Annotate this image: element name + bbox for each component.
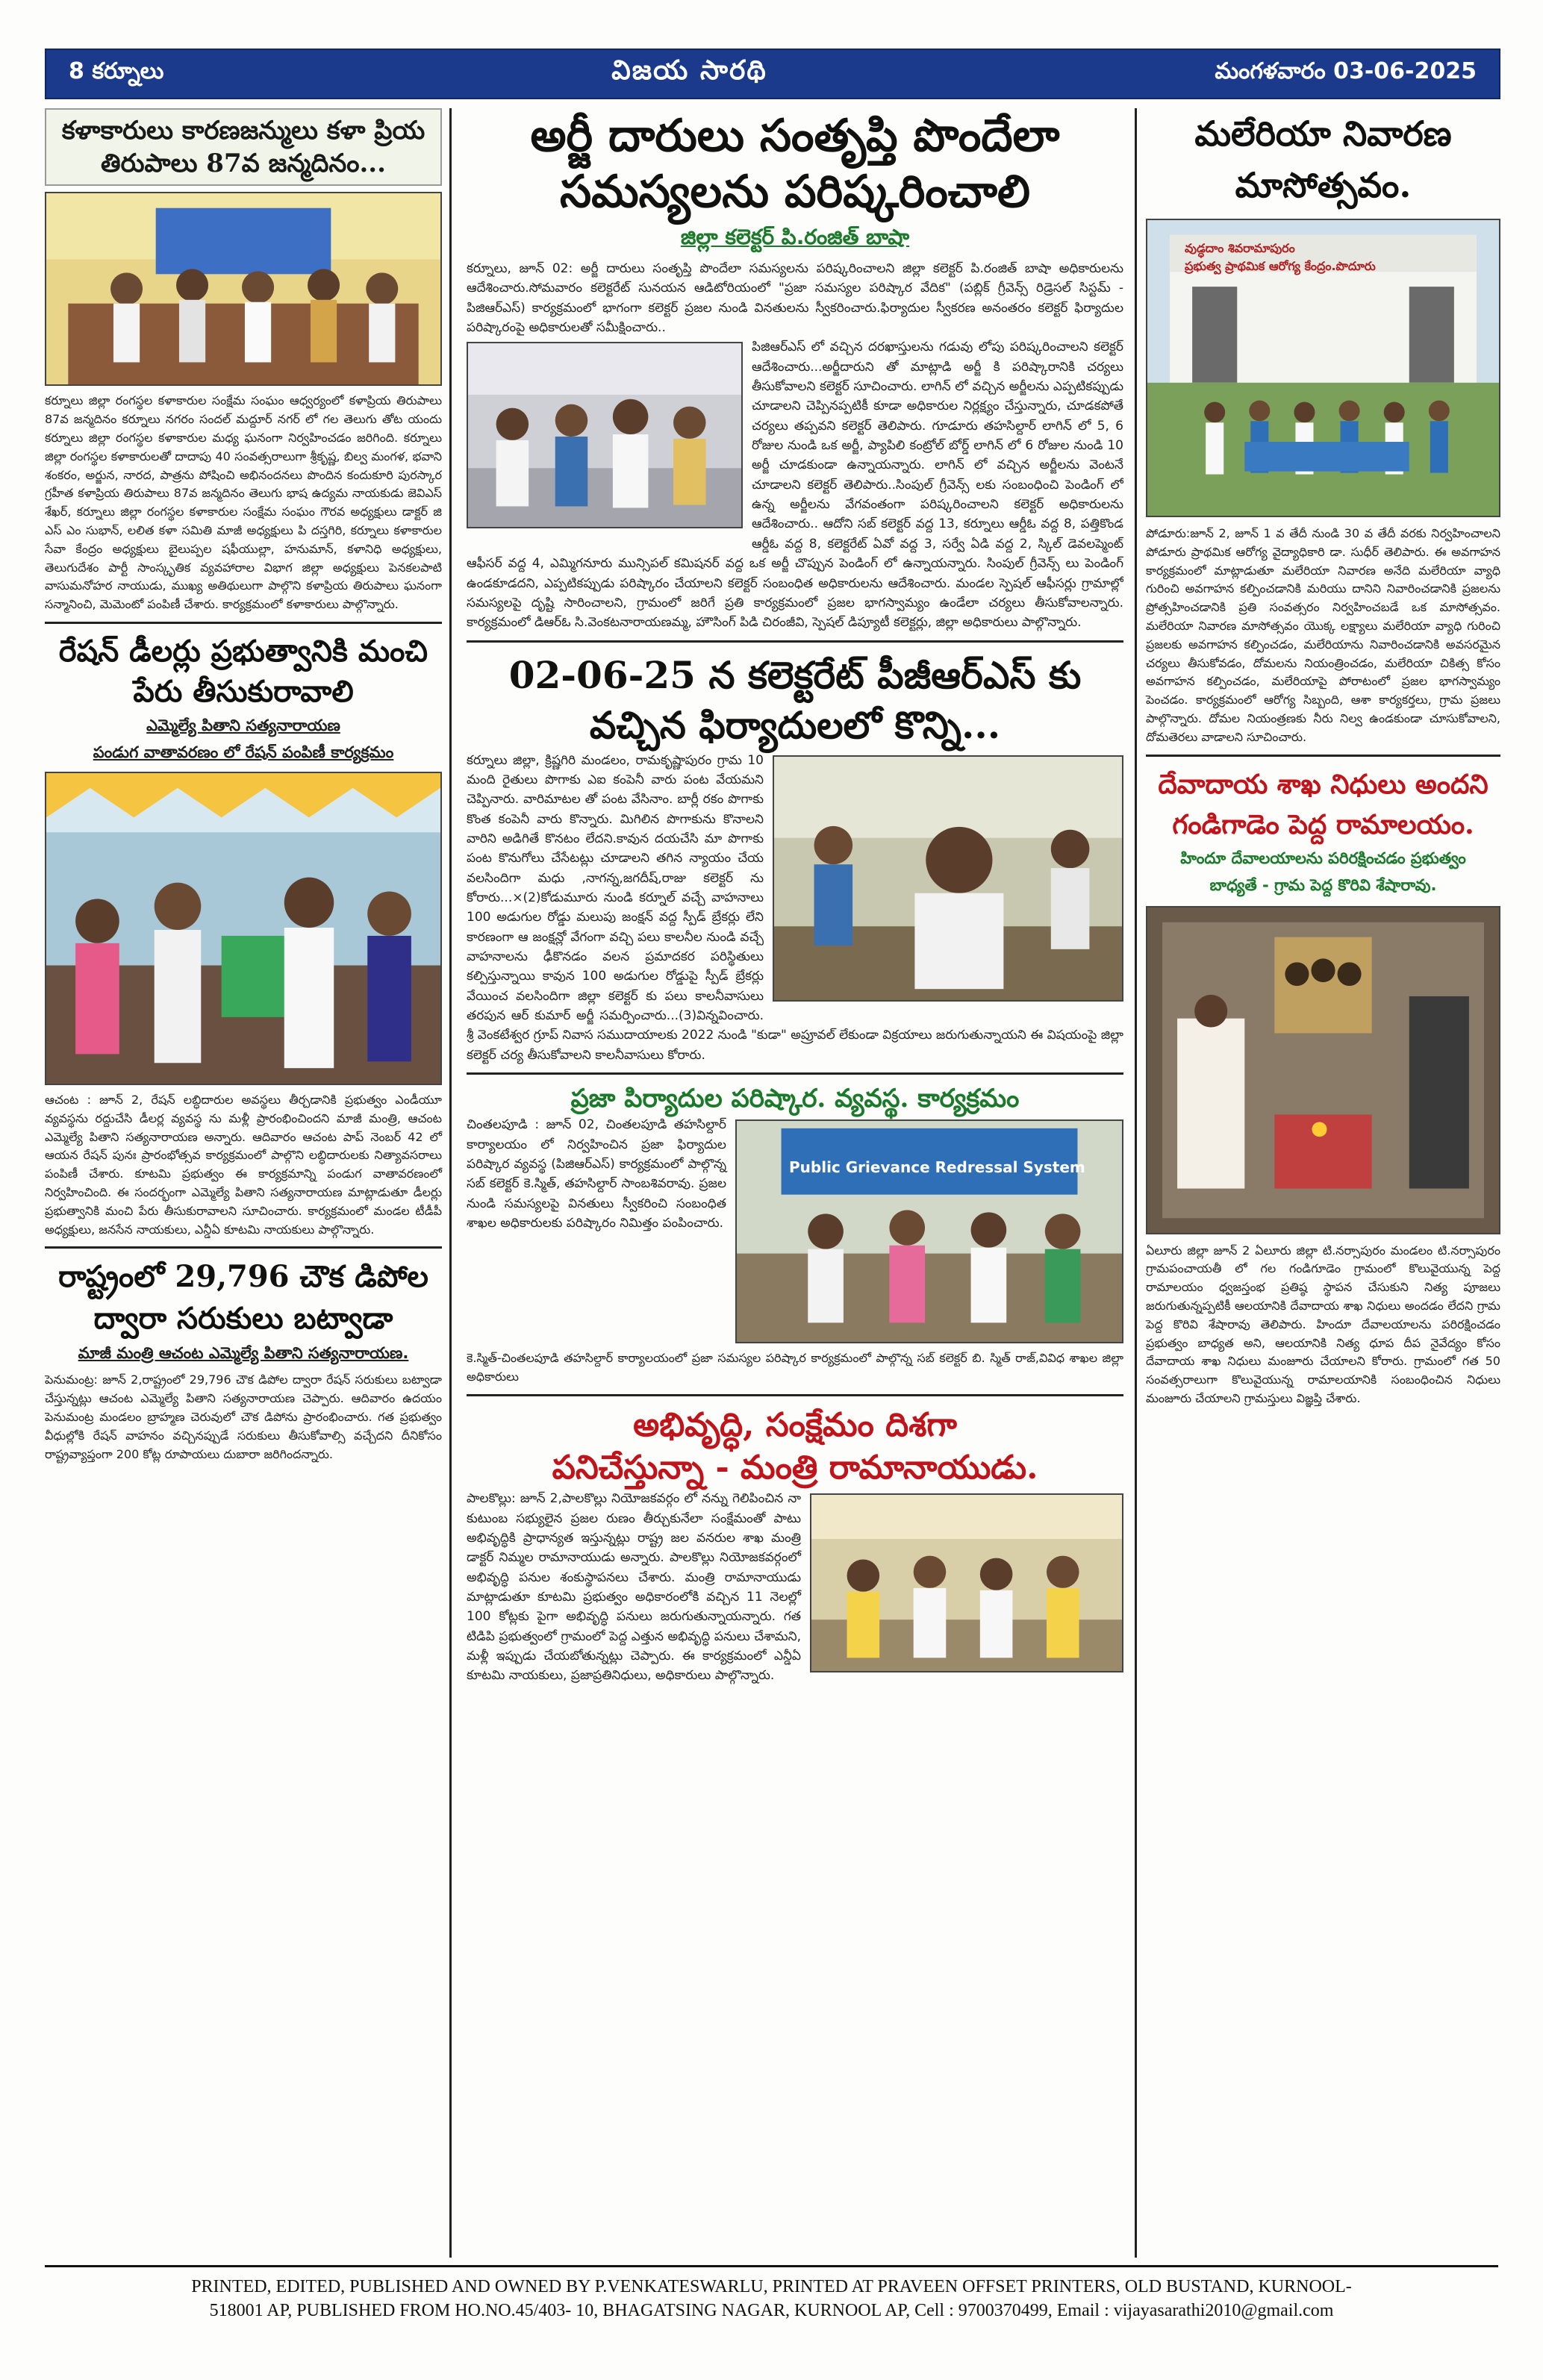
temple-headline-2: గండిగాడెం పెద్ద రామాలయం. [1172,808,1474,840]
story-tirupalu-header [45,108,442,186]
temple-headline-1: దేవాదాయ శాఖ నిధులు అందని [1158,768,1489,800]
praja-headline: ప్రజా పిర్యాదుల పరిష్కార. వ్యవస్థ. కార్యక్రమం [570,1084,1020,1114]
minister-body: పాలకొల్లు: జూన్ 2,పాలకొల్లు నియోజకవర్గం లో నన్ను గెలిపించిన నా కుటుంబ సభ్యులైన ప్రజల రుణం తీర్చుకునేలా సంక్షేమంతో పాటు అభివృద్ధికి ప్రాధాన్యత ఇస్తున్నట్లు రాష్ట్ర జల వనరుల శాఖ మంత్రి డాక్టర్ నిమ్మల రామానాయుడు అన్నారు. పాలకొల్లు నియోజకవర్గంలో అభివృద్ధి పనుల శంకుస్థాపనలు చేశారు. మంత్రి రామానాయుడు మాట్లాడుతూ కూటమి ప్రభుత్వం అధికారంలోకి వచ్చిన 11 నెలల్లో 100 కోట్లకు పైగా అభివృద్ధి పనులు జరుగుతున్నాయన్నారు. గత టిడిపి ప్రభుత్వంలో గ్రామంలో పెద్ద ఎత్తున అభివృద్ధి పనులు చేశామని, మళ్లీ ఇప్పుడు చేయబోతున్నట్లు చెప్పారు. ఈ కార్యక్రమంలో ఎన్డీఏ కూటమి నాయకులు, ప్రజాప్రతినిధులు, అధికారులు పాల్గొన్నారు. [467,1491,801,1684]
lead-body-intro: కర్నూలు, జూన్ 02: అర్జీ దారులు సంతృప్తి పొందేలా సమస్యలను పరిష్కరించాలని జిల్లా కలెక్టర్ పి.రంజిత్ బాషా అధికారులను ఆదేశించారు.సోమవారం కలెక్టరేట్ సునయన ఆడిటోరియంలో "ప్రజా సమస్యల పరిష్కార వేదిక" (పబ్లిక్ గ్రీవెన్స్ రిడ్రెసల్ సిస్టమ్ - పిజిఆర్ఎస్) కార్యక్రమంలో భాగంగా కలెక్టర్ ప్రజల నుండి వినతులను స్వీకరించారు.ఫిర్యాదుల స్వీకరణ అనంతరం కలెక్టర్ ఫిర్యాదుల పరిష్కారంపై అధికారులతో సమీక్షించారు.. [467,261,1123,336]
minister-headline-1: అభివృద్ధి, సంక్షేమం దిశగా [633,1405,957,1444]
divider [467,1394,1123,1396]
lead-kicker: జిల్లా కలెక్టర్ పి.రంజిత్ బాషా [680,225,910,249]
collector-grievance-image [468,343,741,527]
malaria-headline: మలేరియా నివారణ మాసోత్సవం. [1194,113,1452,205]
photo-collector-meeting [773,755,1123,1002]
story-tirupalu-headline: కళాకారులు కారణజన్ములు కళా ప్రియ తిరుపాలు 87వ జన్మదినం... [61,116,426,179]
imprint-line-1: PRINTED, EDITED, PUBLISHED AND OWNED BY P.VENKATESWARLU, PRINTED AT PRAVEEN OFFSET PRINTERS, OLD BUSTAND, KURNOOL- [191,2277,1352,2296]
pgrs-meeting-image [737,1121,1122,1342]
story-ration-kicker-mla: ఎమ్మెల్యే పితాని సత్యనారాయణ [146,716,340,734]
divider [467,1072,1123,1075]
praja-body: చింతలపూడి : జూన్ 02, చింతలపూడి తహసిల్దార్ కార్యాలయం లో నిర్వహించిన ప్రజా ఫిర్యాదుల పరిష్కార వ్యవస్థ (పిజిఆర్ఎస్) కార్యక్రమంలో పాల్గొన్న సబ్ కలెక్టర్ కె.స్మిత్, తహసిల్దార్ సాంబశివరావు. ప్రజల నుండి సమస్యలపై వినతులు స్వీకరించి సంబంధిత శాఖల అధికారులకు పరిష్కారం నిమిత్తం పంపించారు. [467,1117,726,1231]
praja-caption: కె.స్మిత్-చింతలపూడి తహసిల్దార్ కార్యాలయంలో ప్రజా సమస్యల పరిష్కార కార్యక్రమంలో పాల్గొన్న సబ్ కలెక్టర్ బి. స్మిత్ రాజ్,వివిధ శాఖల జిల్లా అధికారులు [467,1351,1123,1384]
story-ration-kicker-festival: పండుగ వాతావరణం లో రేషన్ పంపిణీ కార్యక్రమం [93,743,394,761]
story-depot-body: పెనుమంట్ర: జూన్ 2,రాష్ట్రంలో 29,796 చౌక డిపోల ద్వారా రేషన్ సరుకులు బట్వాడా చేస్తున్నట్లు ఆచంట ఎమ్మెల్యే పితాని సత్యనారాయణ చెప్పారు. ఆదివారం ఉదయం పెనుమంట్ర మండలం బ్రాహ్మణ చెరువులో చౌక డిపోను ప్రారంభించారు. గత ప్రభుత్వం వీధుల్లోకి రేషన్ వాహనం వచ్చినప్పుడే సరుకులు తీసుకోవాల్సి వచ్చేదని దీనికోసం రాష్ట్రవ్యాప్తంగా 200 కోట్ల రూపాయలు దుబారా జరిగిందన్నారు. [45,1372,442,1461]
complaints-headline: 02-06-25 న కలెక్టరేట్ పీజీఆర్ఎస్ కు వచ్చిన ఫిర్యాదులలో కొన్ని... [508,652,1082,748]
paper-title: విజయ సారథి [611,55,767,86]
story-ration-body: ఆచంట : జూన్ 2, రేషన్ లబ్ధిదారుల అవస్థలు తీర్చడానికి ప్రభుత్వం ఎండీయూ వ్యవస్థను రద్దుచేసి డీలర్ల వ్యవస్థ ను మళ్లీ ప్రారంభించిందని మాజీ మంత్రి, ఆచంట ఎమ్మెల్యే పితాని సత్యనారాయణ అన్నారు. ఆదివారం ఆచంట పాప్ నెంబర్ 42 లో ఆయన రేషన్ పునః ప్రారంభోత్సవ కార్యక్రమంలో పాల్గొని లబ్ధిదారులకు నిత్యావసరాలు పంపిణీ చేశారు. కూటమి ప్రభుత్వం ఈ కార్యక్రమాన్ని పండుగ వాతావరణంలో నిర్వహించింది. ఈ సందర్భంగా ఎమ్మెల్యే పితాని సత్యనారాయణ మాట్లాడుతూ డీలర్లు ప్రభుత్వానికి మంచి పేరు తీసుకురావాలని సూచించారు. కార్యక్రమంలో మండల టీడీపీ అధ్యక్షులు, జనసేన నాయకులు, ఎన్డీఏ కూటమి నాయకులు పాల్గొన్నారు. [45,1092,442,1237]
photo-collector-grievance [467,342,743,528]
malaria-body: పోడూరు:జూన్ 2, జూన్ 1 వ తేదీ నుండి 30 వ తేదీ వరకు నిర్వహించాలని పోడూరు ప్రాథమిక ఆరోగ్య వైద్యాధికారి డా. సుధీర్ తెలిపారు. ఈ అవగాహన కార్యక్రమంలో మాట్లాడుతూ మలేరియా నివారణ అనేది మలేరియా వ్యాధి గురించి అవగాహన కల్పించడానికి మరియు దానిని నివారించడానికి ప్రజలను ప్రోత్సహించడానికి ప్రతి సంవత్సరం నిర్వహించబడే ఒక మాసోత్సవం. మలేరియా నివారణ మాసోత్సవం యొక్క లక్ష్యాలు మలేరియా వ్యాధి గురించి ప్రజలకు అవగాహన కల్పించడం, మలేరియాను నివారించడానికి అవసరమైన చర్యలు తీసుకోవడం, దోమలను నియంత్రించడం, మలేరియా చికిత్స కోసం అవగాహన కల్పించడం, మలేరియాపై పోరాటంలో ప్రజల భాగస్వామ్యం పెంచడం. కార్యక్రమంలో ఆరోగ్య సిబ్బంది, ఆశా కార్యకర్తలు, గ్రామ ప్రజలు పాల్గొన్నారు. దోమల నియంత్రణకు నీరు నిల్వ ఉండకుండా చూసుకోవాలని, దోమతెరలు వాడాలని సూచించారు. [1146,526,1500,744]
imprint-footer [45,2265,1498,2340]
temple-body: ఏలూరు జిల్లా జూన్ 2 ఏలూరు జిల్లా టి.నర్సాపురం మండలం టి.నర్సాపురం గ్రామపంచాయతీ లో గల గండిగూడెం గ్రామంలో కొలువైయున్న పెద్ద రామాలయం ధ్వజస్తంభ ప్రతిష్ఠ స్థాపన చేసుకుని నిత్య పూజలు జరుగుతున్నప్పటికీ ఆలయానికి దేవాదాయ శాఖ నిధులు అందడం లేదని గ్రామ పెద్ద కొరివి శేషారావు తెలిపారు. హిందూ దేవాలయాలను పరిరక్షించడం ప్రభుత్వం బాధ్యత అని, ఆలయానికి నిత్య ధూప దీప నైవేద్యం కోసం దేవాదాయ శాఖ నిధులు మంజూరు చేయాలని కోరారు. గ్రామంలో గత 50 సంవత్సరాలుగా కొలువైయున్న రామాలయానికి సంబంధించిన నిధులు మంజూరు చేయాలని గ్రామస్తులు విజ్ఞప్తి చేశారు. [1146,1243,1500,1405]
pgrs-banner-text: Public Grievance Redressal System [789,1158,1085,1177]
story-depot-kicker: మాజీ మంత్రి ఆచంట ఎమ్మెల్యే పితాని సత్యనారాయణ. [78,1344,409,1363]
masthead [45,49,1500,99]
temple-kicker-1: హిందూ దేవాలయాలను పరిరక్షించడం ప్రభుత్వం [1180,849,1466,867]
photo-malaria-awareness [1146,219,1500,517]
divider [467,640,1123,643]
newspaper-page [37,41,1506,2340]
story-ration-headline: రేషన్ డీలర్లు ప్రభుత్వానికి మంచి పేరు తీసుకురావాలి [58,633,428,709]
complaints-body: కర్నూలు జిల్లా, క్రిష్ణగిరి మండలం, రామకృష్ణాపురం గ్రామ 10 మంది రైతులు పొగాకు ఎఐ కంపెనీ వారు పంట వేయమని చెప్పినారు. వారిమాటల తో పంట వేసినాం. బార్లీ రకం పొగాకు కొంత కంపెనీ వారు కొన్నారు. మిగిలిన పొగాకును కొనాలని వారిని అడిగితే కొనటం లేదని.కావున దయచేసి మా పొగాకు పంట కొనుగోలు చేసేటట్లు చూడాలని తగిన న్యాయం చేయ వలసిందిగా మధు ,నాగన్న,జగదీష్,రాజు కలెక్టర్ ను కోరారు...×(2)కోడుమూరు నుండి కర్నూల్ వచ్చే వాహనాలు 100 అడుగుల రోడ్డు మలుపు జంక్షన్ వద్ద స్పీడ్ బ్రేకర్లు లేని కారణంగా ఆ జంక్షన్లో వేగంగా వచ్చి పలు కాలనీల నుండి వచ్చే వాహనాలను ఢీకొనడం వలన ప్రమాదకర పరిస్థితులు కల్పిస్తున్నాయి కావున 100 అడుగుల రోడ్డుపై స్పీడ్ బ్రేకర్లు వేయించ వలసిందిగా జిల్లా కలెక్టర్ కు పలు కాలనీవాసులు తరపున ఆర్ కుమార్ అర్జీ సమర్పించారు...(3)విన్నవించారు. శ్రీ వెంకటేశ్వర గ్రూప్ నివాస సముదాయాలకు 2022 నుండి "కుడా" అప్రూవల్ లేకుండా విక్రయాలు జరుగుతున్నాయని ఈ విషయంపై జిల్లా కలెక్టర్ చర్య తీసుకోవాలని కాలనీవాసులు కోరారు. [467,752,1123,1063]
story-tirupalu-body: కర్నూలు జిల్లా రంగస్థల కళాకారుల సంక్షేమ సంఘం ఆధ్వర్యంలో కళాప్రియ తిరుపాలు 87వ జన్మదినం కర్నూలు నగరం సందల్ మద్దూర్ నగర్ లో గల తెలుగు తోట యందు కర్నూలు జిల్లా రంగస్థల కళాకారుల మధ్య ఘనంగా నిర్వహించడం జరిగింది. కర్నూలు జిల్లా రంగస్థల కళాకారులతో దాదాపు 40 సంవత్సరాలుగా శ్రీకృష్ణ, బిల్వ మంగళ, భవాని శంకరం, అర్జున, నారద, పాత్రను పోషించి అభినందనలు పొందిన కందుకూరి పురస్కార గ్రహీత కళాప్రియ తిరుపాలు 87వ జన్మదినం తెలుగు భాష ఉద్యమ నాయకుడు జెవిఎస్ శేఖర్, కర్నూలు జిల్లా రంగస్థల కళాకారుల సంక్షేమ సంఘం గౌరవ అధ్యక్షులు డాక్టర్ జి ఎస్ ఎం సుభాన్, లలిత కళా సమితి మాజీ అధ్యక్షులు పి దస్తగిరి, కర్నూలు కళాకారుల సేవా కేంద్రం అధ్యక్షులు బైలుప్పల షఫీయుల్లా, హనుమాన్, కళానిధి అధ్యక్షులు, తెలుగుదేశం పార్టీ సాంస్కృతిక వ్యవహారాల విభాగ జిల్లా అధ్యక్షులు పెనకలపాటి వాసుమనోహర నాయుడు, ముఖ్య అతిథులుగా పాల్గొని కళాప్రియ తిరుపాలు ఘనంగా సన్మానించి, మెమెంటో పంపిణీ చేశారు. కార్యక్రమంలో కళాకారులు పాల్గొన్నారు. [45,393,442,612]
lead-body-main: పిజిఆర్ఎస్ లో వచ్చిన దరఖాస్తులను గడువు లోపు పరిష్కరించాలని కలెక్టర్ ఆదేశించారు...అర్జీదారుని తో మాట్లాడి అర్జీ కి పరిష్కారానికి చర్యలు తీసుకోవాలని కలెక్టర్ సూచించారు. లాగిన్ లో వచ్చిన అర్జీలను ఎప్పటికప్పుడు చూడాలని చెప్పినప్పటికీ కూడా అధికారుల నిర్లక్ష్యం చేస్తున్నారు, చూడకపోతే చర్యలు తప్పవని కలెక్టర్ తెలిపారు. గూడూరు తహసిల్దార్ లాగిన్ లో 5, 6 రోజుల నుండి ఒక అర్జీ, ప్యాపిలి కంట్రోల్ బోర్డ్ లాగిన్ లో 6 రోజుల నుండి 10 అర్జీ చూడకుండా ఉన్నాయన్నారు. లాగిన్ లో వచ్చిన అర్జీలను వెంటనే చూడాలని కలెక్టర్ తెలిపారు..సింపుల్ గ్రీవెన్స్ లకు సంబంధించి పెండింగ్ లో ఉన్న అర్జీలను వేగవంతంగా పరిష్కరించాలని కలెక్టర్ అధికారులను ఆదేశించారు.. ఆదోని సబ్ కలెక్టర్ వద్ద 13, కర్నూలు ఆర్డీఓ వద్ద 8, పత్తికొండ ఆర్డీఓ వద్ద 8, కలెక్టరేట్ ఏవో వద్ద 3, సర్వే ఏడి వద్ద 2, స్కిల్ డెవలప్మెంట్ ఆఫీసర్ వద్ద 4, ఎమ్మిగనూరు మున్సిపల్ కమిషనర్ వద్ద ఒక అర్జీ చొప్పున పెండింగ్ లో ఉన్నాయన్నారు. సింపుల్ గ్రీవెన్స్ లు పెండింగ్ ఉండకూడదని, ఎప్పటికప్పుడు పరిష్కారం చేయాలని కలెక్టర్ సంబంధిత అధికారులను ఆదేశించారు. మండల స్పెషల్ ఆఫీసర్లు గ్రామాల్లో సమస్యలపై దృష్టి సారించాలని, గ్రామంలో జరిగే ప్రతి కార్యక్రమంలో ప్రజల భాగస్వామ్యం ఉండేలా చర్యలు తీసుకోవాలన్నారు. కార్యక్రమంలో డిఆర్ఓ సి.వెంకటనారాయణమ్మ, హౌసింగ్ పిడి చిరంజీవి, స్పెషల్ డిప్యూటీ కలెక్టర్లు, జిల్లా అధికారులు పాల్గొన్నారు. [467,340,1123,631]
temple-kicker-2: బాధ్యతే - గ్రామ పెద్ద కొరివి శేషారావు. [1209,875,1437,894]
left-column [45,108,452,2258]
page-number: 8 కర్నూలు [69,58,164,84]
ration-distribution-image [46,773,440,1084]
health-centre-sign-2: ప్రభుత్వ ప్రాథమిక ఆరోగ్య కేంద్రం.పొదూరు [1185,259,1376,273]
middle-column [467,108,1123,2258]
temple-image [1147,908,1499,1233]
photo-pgrs-meeting [735,1119,1123,1343]
divider [45,622,442,624]
minister-event-image [811,1495,1122,1671]
divider [45,1246,442,1249]
issue-date: మంగళవారం 03-06-2025 [1215,58,1477,84]
photo-temple-ritual [1146,906,1500,1234]
divider [1146,755,1500,757]
photo-birthday-event [45,192,442,386]
photo-minister-event [810,1493,1123,1672]
health-centre-sign-1: వుడ్ధదాం శివరామాపురం [1185,241,1295,255]
photo-ration-distribution [45,772,442,1085]
story-depot-headline: రాష్ట్రంలో 29,796 చౌక డిపోల ద్వారా సరుకులు బట్వాడా [58,1259,428,1337]
right-column [1135,108,1500,2258]
birthday-event-image [46,193,440,384]
minister-headline-2: పనిచేస్తున్నా - మంత్రి రామానాయుడు. [552,1449,1038,1487]
imprint-line-2: 518001 AP, PUBLISHED FROM HO.NO.45/403- 10, BHAGATSING NAGAR, KURNOOL AP, Cell : 9700370499, Email : vijayasarathi2010@gmail.com [209,2301,1334,2321]
collector-meeting-image [774,757,1122,1000]
lead-headline: అర్జీ దారులు సంతృప్తి పొందేలా సమస్యలను పరిష్కరించాలి [530,110,1060,218]
